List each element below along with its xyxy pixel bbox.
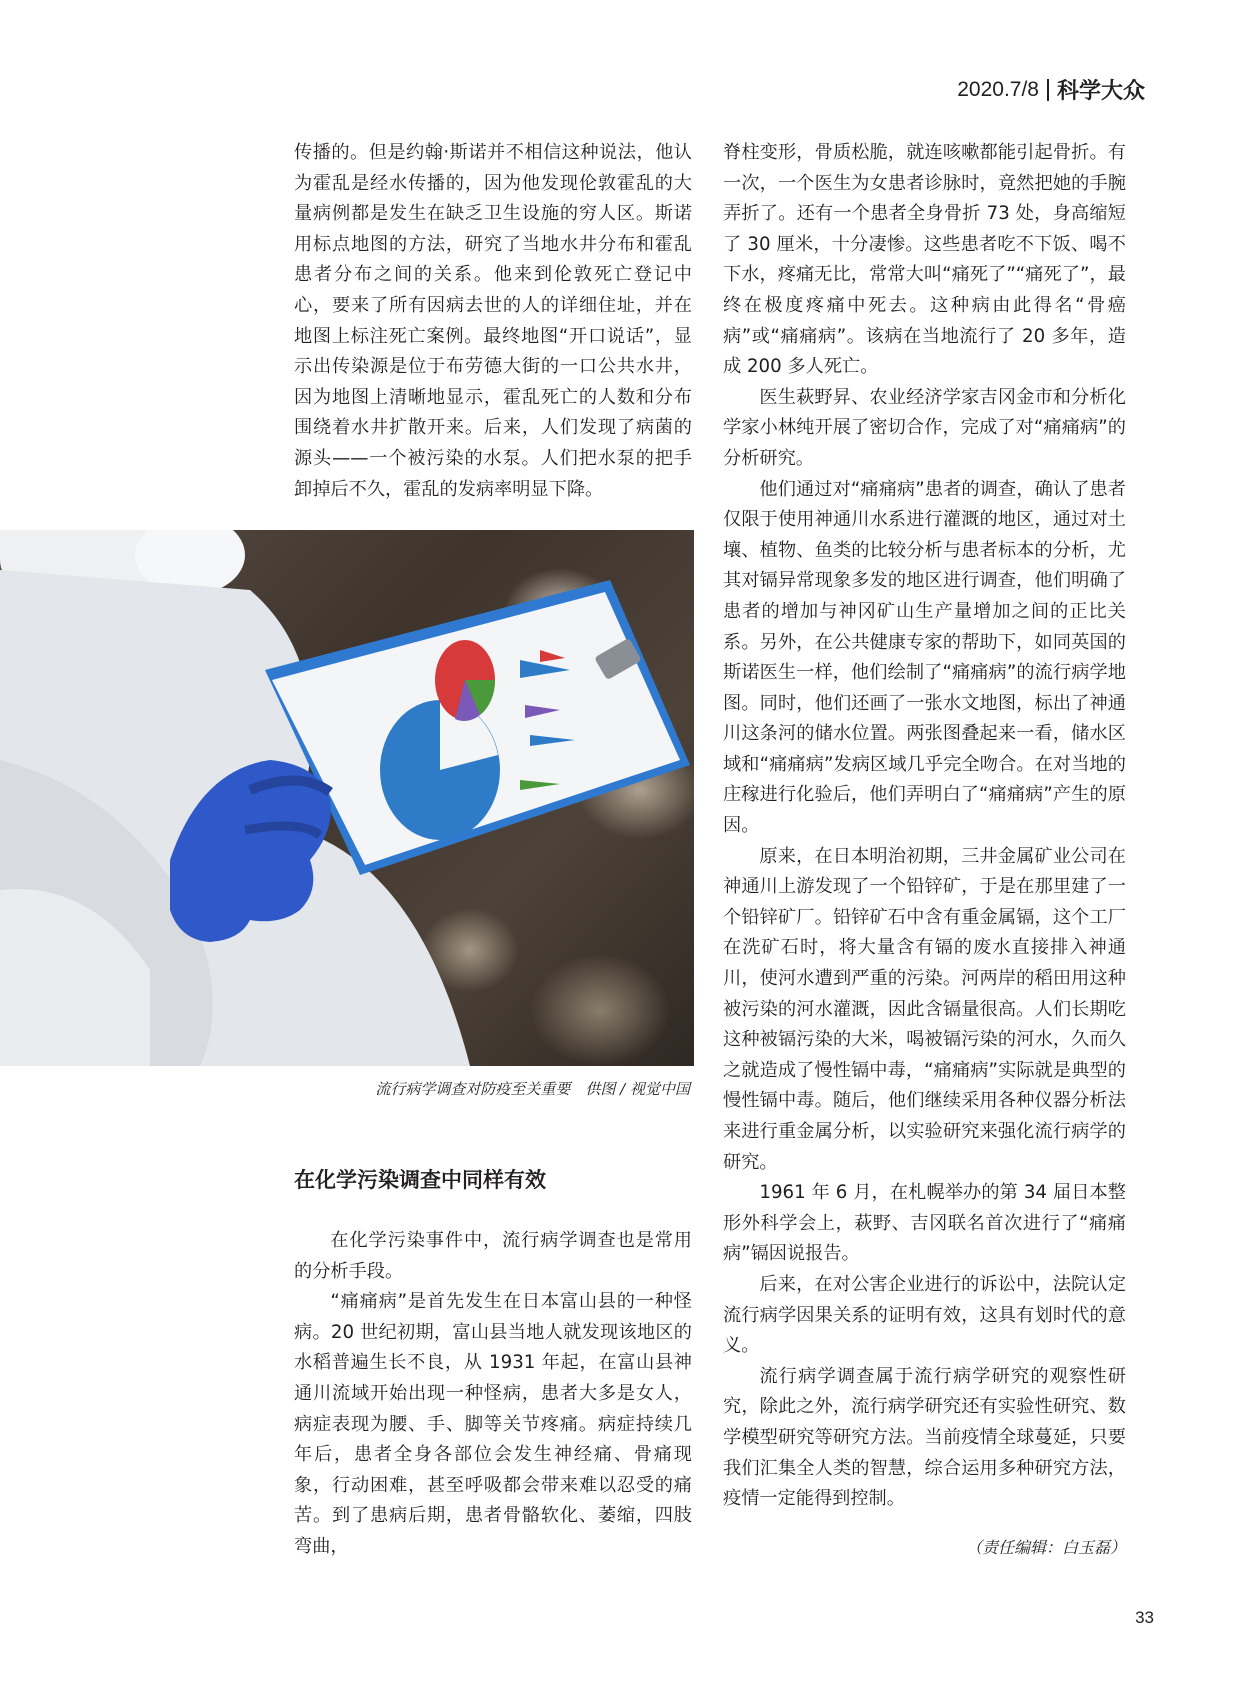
- paragraph: 他们通过对“痛痛病”患者的调查，确认了患者仅限于使用神通川水系进行灌溉的地区，通过对土壤、植物、鱼类的比较分析与患者标本的分析，尤其对镉异常现象多发的地区进行调查，他们明确了患者的增加与神冈矿山生产量增加之间的正比关系。另外，在公共健康专家的帮助下，如同英国的斯诺医生一样，他们绘制了“痛痛病”的流行病学地图。同时，他们还画了一张水文地图，标出了神通川这条河的储水位置。两张图叠起来一看，储水区域和“痛痛病”发病区域几乎完全吻合。在对当地的庄稼进行化验后，他们弄明白了“痛痛病”产生的原因。: [723, 478, 1126, 837]
- paragraph: 后来，在对公害企业进行的诉讼中，法院认定流行病学因果关系的证明有效，这具有划时代的意义。: [723, 1273, 1126, 1357]
- clipboard-icon: [265, 580, 690, 875]
- article-photo: [0, 530, 694, 1066]
- paragraph: 传播的。但是约翰·斯诺并不相信这种说法，他认为霍乱是经水传播的，因为他发现伦敦霍乱的大量病例都是发生在缺乏卫生设施的穷人区。斯诺用标点地图的方法，研究了当地水井分布和霍乱患者分布之间的关系。他来到伦敦死亡登记中心，要来了所有因病去世的人的详细住址，并在地图上标注死亡案例。最终地图“开口说话”，显示出传染源是位于布劳德大街的一口公共水井，因为地图上清晰地显示，霍乱死亡的人数和分布围绕着水井扩散开来。后来，人们发现了病菌的源头——一个被污染的水泵。人们把水泵的把手卸掉后不久，霍乱的发病率明显下降。: [294, 142, 692, 500]
- paragraph: “痛痛病”是首先发生在日本富山县的一种怪病。20 世纪初期，富山县当地人就发现该地区的水稻普遍生长不良，从 1931 年起，在富山县神通川流域开始出现一种怪病，患者大多是女人，病症表现为腰、手、脚等关节疼痛。病症持续几年后，患者全身各部位会发生神经痛、骨痛现象，行动困难，甚至呼吸都会带来难以忍受的痛苦。到了患病后期，患者骨骼软化、萎缩，四肢弯曲，: [294, 1291, 692, 1557]
- photo-illustration: [0, 530, 694, 1066]
- photo-caption: 流行病学调查对防疫至关重要 供图 / 视觉中国: [375, 1080, 690, 1098]
- page-number: 33: [1135, 1608, 1154, 1627]
- paragraph: 医生萩野昇、农业经济学家吉冈金市和分析化学家小林纯开展了密切合作，完成了对“痛痛病”的分析研究。: [723, 386, 1126, 469]
- section-heading: 在化学污染调查中同样有效: [294, 1168, 546, 1192]
- header-divider: [1047, 79, 1049, 101]
- issue-date: 2020.7/8: [957, 77, 1039, 101]
- paragraph: 原来，在日本明治初期，三井金属矿业公司在神通川上游发现了一个铅锌矿，于是在那里建了一个铅锌矿厂。铅锌矿石中含有重金属镉，这个工厂在洗矿石时，将大量含有镉的废水直接排入神通川，使河水遭到严重的污染。河两岸的稻田用这种被污染的河水灌溉，因此含镉量很高。人们长期吃这种被镉污染的大米，喝被镉污染的河水，久而久之就造成了慢性镉中毒，“痛痛病”实际就是典型的慢性镉中毒。随后，他们继续采用各种仪器分析法来进行重金属分析，以实验研究来强化流行病学的研究。: [723, 845, 1126, 1173]
- paragraph: 在化学污染事件中，流行病学调查也是常用的分析手段。: [294, 1230, 692, 1282]
- left-column-top: [294, 138, 692, 505]
- editor-credit: （责任编辑：白玉磊）: [965, 1538, 1126, 1557]
- left-column-bottom: [294, 1226, 692, 1563]
- paragraph: 1961 年 6 月，在札幌举办的第 34 届日本整形外科学会上，萩野、吉冈联名首次进行了“痛痛病”镉因说报告。: [723, 1182, 1126, 1265]
- page-header: [957, 74, 1145, 105]
- paragraph: 流行病学调查属于流行病学研究的观察性研究，除此之外，流行病学研究还有实验性研究、数学模型研究等研究方法。当前疫情全球蔓延，只要我们汇集全人类的智慧，综合运用多种研究方法，疫情一定能得到控制。: [723, 1365, 1126, 1510]
- magazine-logo: 科学大众: [1056, 78, 1145, 104]
- paragraph: 脊柱变形，骨质松脆，就连咳嗽都能引起骨折。有一次，一个医生为女患者诊脉时，竟然把她的手腕弄折了。还有一个患者全身骨折 73 处，身高缩短了 30 厘米，十分凄惨。这些患者吃不下饭、喝不下水，疼痛无比，常常大叫“痛死了”“痛死了”，最终在极度疼痛中死去。这种病由此得名“骨癌病”或“痛痛病”。该病在当地流行了 20 多年，造成 200 多人死亡。: [723, 142, 1126, 378]
- right-column: [723, 138, 1126, 1515]
